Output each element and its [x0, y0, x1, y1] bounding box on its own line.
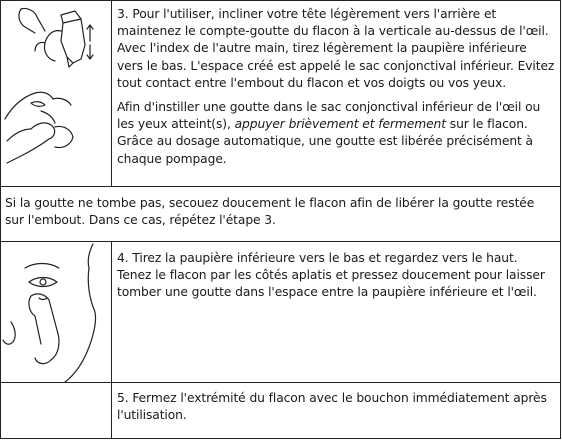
column-divider-row1: [111, 0, 112, 187]
note-text: Si la goutte ne tombe pas, secouez doucement le flacon afin de libérer la goutte restée sur l'embout. Dans ce cas, répétez l'étape 3.: [5, 196, 535, 228]
step-4-text: 4. Tirez la paupière inférieure vers le bas et regardez vers le haut. Tenez le flacon par les côtés aplatis et pressez doucement pour laisser tomber une goutte dans l'espace entre la paupière inférieure et l'œil.: [117, 251, 545, 300]
step-3-paragraph-2-end: sur le flacon. Grâce au dosage automatique, une goutte est libérée précisément à chaque pompage.: [117, 117, 533, 166]
step-3-emphasis: appuyer brièvement et fermement: [234, 117, 446, 132]
empty-image-cell: [1, 383, 111, 438]
row-divider-1: [0, 186, 561, 187]
step-3-paragraph-2: [117, 99, 555, 168]
step-5-text: 5. Fermez l'extrémité du flacon avec le bouchon immédiatement après l'utilisation.: [117, 391, 547, 423]
eye-drop-instillation-illustration: [1, 1, 111, 186]
step-3-paragraph-2-start: Afin d'instiller une goutte dans le sac conjonctival inférieur de l'œil ou les yeux atteint(s),: [117, 100, 541, 132]
column-divider-row3: [111, 241, 112, 383]
step-3-paragraph-1: 3. Pour l'utiliser, incliner votre tête légèrement vers l'arrière et maintenez le compte-goutte du flacon à la verticale au-dessus de l'œil. Avec l'index de l'autre main, tirez légèrement la paupière inférieure vers le bas. L'espace créé est appelé le sac conjonctival inférieur. Evitez tout contact entre l'embout du flacon et vos doigts ou vos yeux.: [117, 7, 555, 90]
table-border-bottom: [0, 438, 561, 439]
column-divider-row4: [111, 382, 112, 439]
table-border-right: [560, 0, 561, 439]
eyelid-pull-illustration: [1, 242, 111, 382]
step-3-text: [117, 6, 555, 168]
